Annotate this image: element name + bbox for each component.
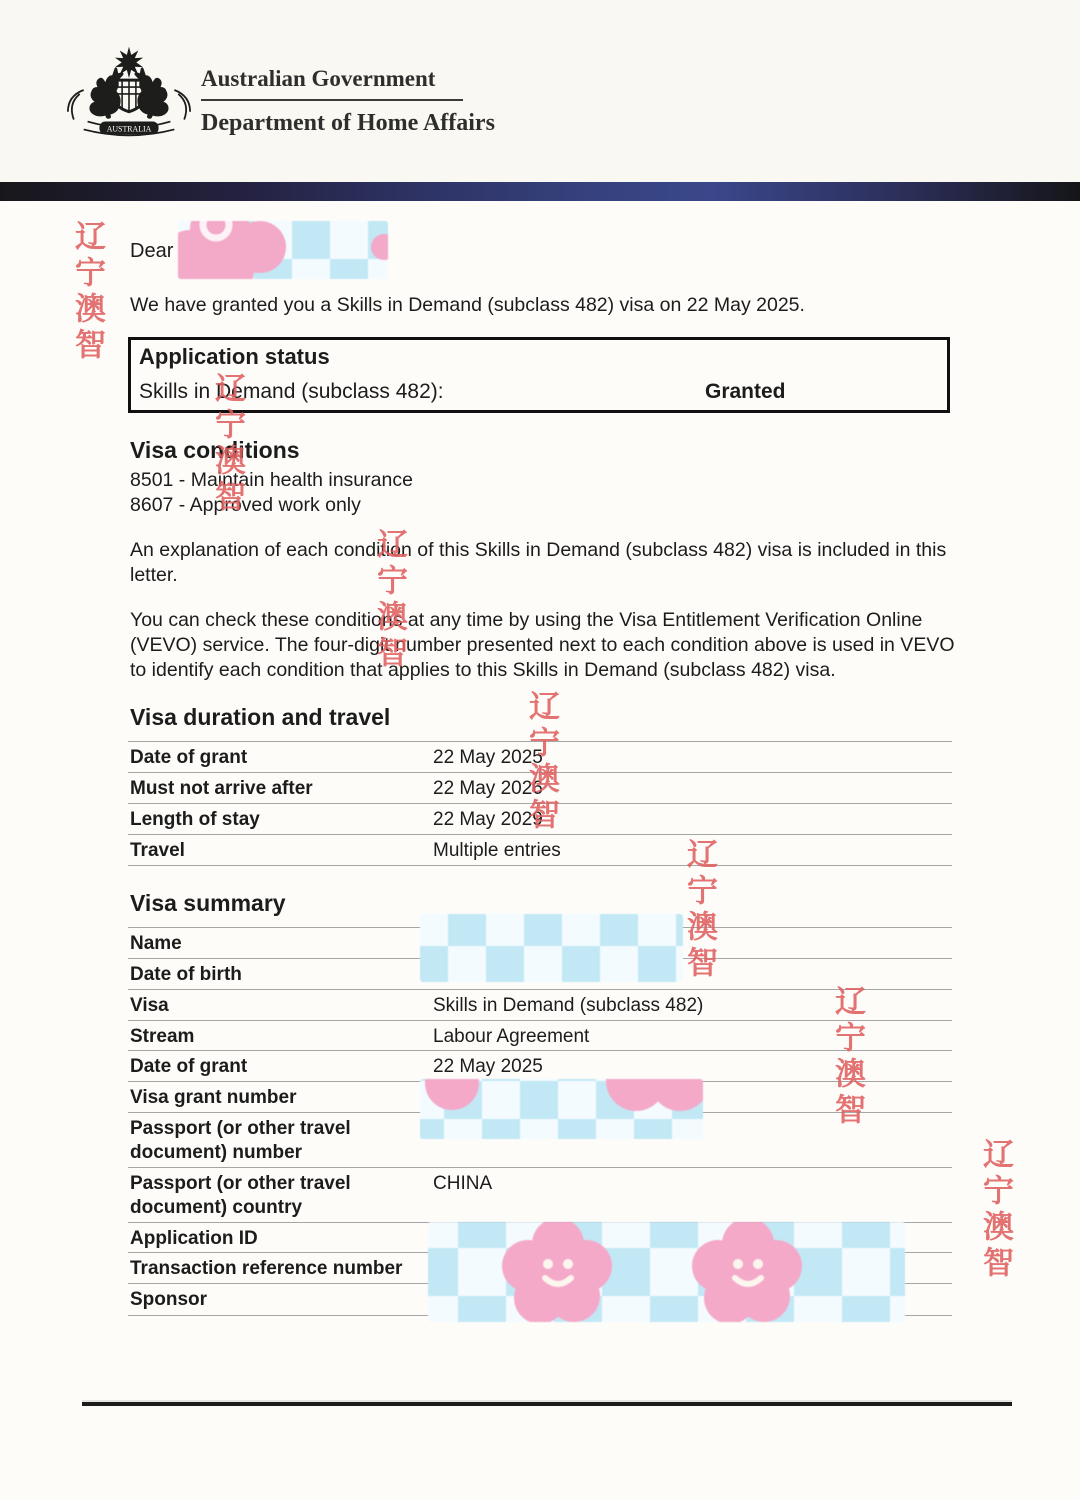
row-value: 22 May 2029: [433, 809, 543, 830]
row-value: CHINA: [433, 1173, 493, 1194]
wattle-branch-right-icon: [174, 90, 190, 120]
row-label: Passport (or other travel document) number: [130, 1118, 351, 1163]
row-label: Passport (or other travel document) country: [130, 1173, 351, 1218]
flower-icon: [178, 221, 388, 279]
watermark-stamp: 辽宁澳智: [70, 220, 105, 364]
row-label: Visa grant number: [130, 1087, 297, 1108]
department-title: Department of Home Affairs: [201, 110, 495, 136]
salutation-line: Dear: [130, 240, 174, 262]
row-label: Visa: [130, 995, 169, 1016]
row-value: 22 May 2025: [433, 1056, 543, 1077]
status-row-value: Granted: [705, 380, 786, 403]
table-row: [128, 835, 952, 866]
duration-heading: Visa duration and travel: [130, 704, 391, 730]
application-id-redaction-sticker: [428, 1222, 905, 1322]
watermark-stamp: 辽宁澳智: [210, 372, 245, 516]
name-dob-redaction-sticker: [420, 914, 683, 982]
government-title: Australian Government: [201, 66, 436, 91]
visa-conditions-heading: Visa conditions: [130, 437, 300, 463]
condition-item: 8501 - Maintain health insurance: [130, 469, 413, 491]
grant-number-redaction-sticker: [420, 1079, 703, 1139]
row-label: Length of stay: [130, 809, 260, 830]
recipient-redaction-sticker: [178, 221, 388, 279]
watermark-stamp: 辽宁澳智: [682, 838, 717, 982]
application-status-box: [128, 337, 950, 413]
row-label: Travel: [130, 840, 185, 861]
row-value: 22 May 2025: [433, 747, 543, 768]
header-underline: [201, 99, 463, 101]
vevo-paragraph: You can check these conditions at any time by using the Visa Entitlement Verification Online (VEVO) service. The four-digit number presented next to each condition above is used in VEVO to identify each condition that applies to this Skills in Demand (subclass 482) visa.: [130, 609, 955, 681]
table-row: [128, 1051, 952, 1082]
row-label: Transaction reference number: [130, 1258, 403, 1279]
row-label: Application ID: [130, 1228, 258, 1249]
row-label: Date of grant: [130, 1056, 248, 1077]
status-row-label: Skills in Demand (subclass 482):: [139, 380, 444, 403]
row-label: Date of grant: [130, 747, 248, 768]
flower-petals-icon: [420, 1079, 703, 1139]
table-row: [128, 1021, 952, 1051]
row-label: Must not arrive after: [130, 778, 313, 799]
row-value: Multiple entries: [433, 840, 561, 861]
row-label: Date of birth: [130, 964, 242, 985]
footer-rule: [82, 1402, 1012, 1406]
smiley-flower-icon: [428, 1222, 905, 1322]
wattle-branch-left-icon: [68, 90, 84, 120]
row-label: Stream: [130, 1026, 195, 1047]
watermark-stamp: 辽宁澳智: [524, 690, 559, 834]
intro-paragraph: We have granted you a Skills in Demand (subclass 482) visa on 22 May 2025.: [130, 294, 805, 316]
summary-heading: Visa summary: [130, 890, 286, 916]
row-value: Skills in Demand (subclass 482): [433, 995, 704, 1016]
row-value: 22 May 2026: [433, 778, 543, 799]
watermark-stamp: 辽宁澳智: [372, 528, 407, 672]
row-value: Labour Agreement: [433, 1026, 590, 1047]
row-label: Name: [130, 933, 182, 954]
watermark-stamp: 辽宁澳智: [830, 985, 865, 1129]
table-row: [128, 1168, 952, 1223]
row-label: Sponsor: [130, 1289, 208, 1310]
banner-label: AUSTRALIA: [106, 124, 152, 134]
australian-coat-of-arms-icon: [60, 38, 198, 144]
explanation-paragraph: An explanation of each condition of this Skills in Demand (subclass 482) visa is included in this letter.: [130, 539, 947, 586]
status-box-title: Application status: [139, 344, 330, 369]
table-row: [128, 990, 952, 1021]
header-divider-bar: [0, 182, 1080, 201]
condition-item: 8607 - Approved work only: [130, 494, 361, 516]
watermark-stamp: 辽宁澳智: [978, 1138, 1013, 1282]
